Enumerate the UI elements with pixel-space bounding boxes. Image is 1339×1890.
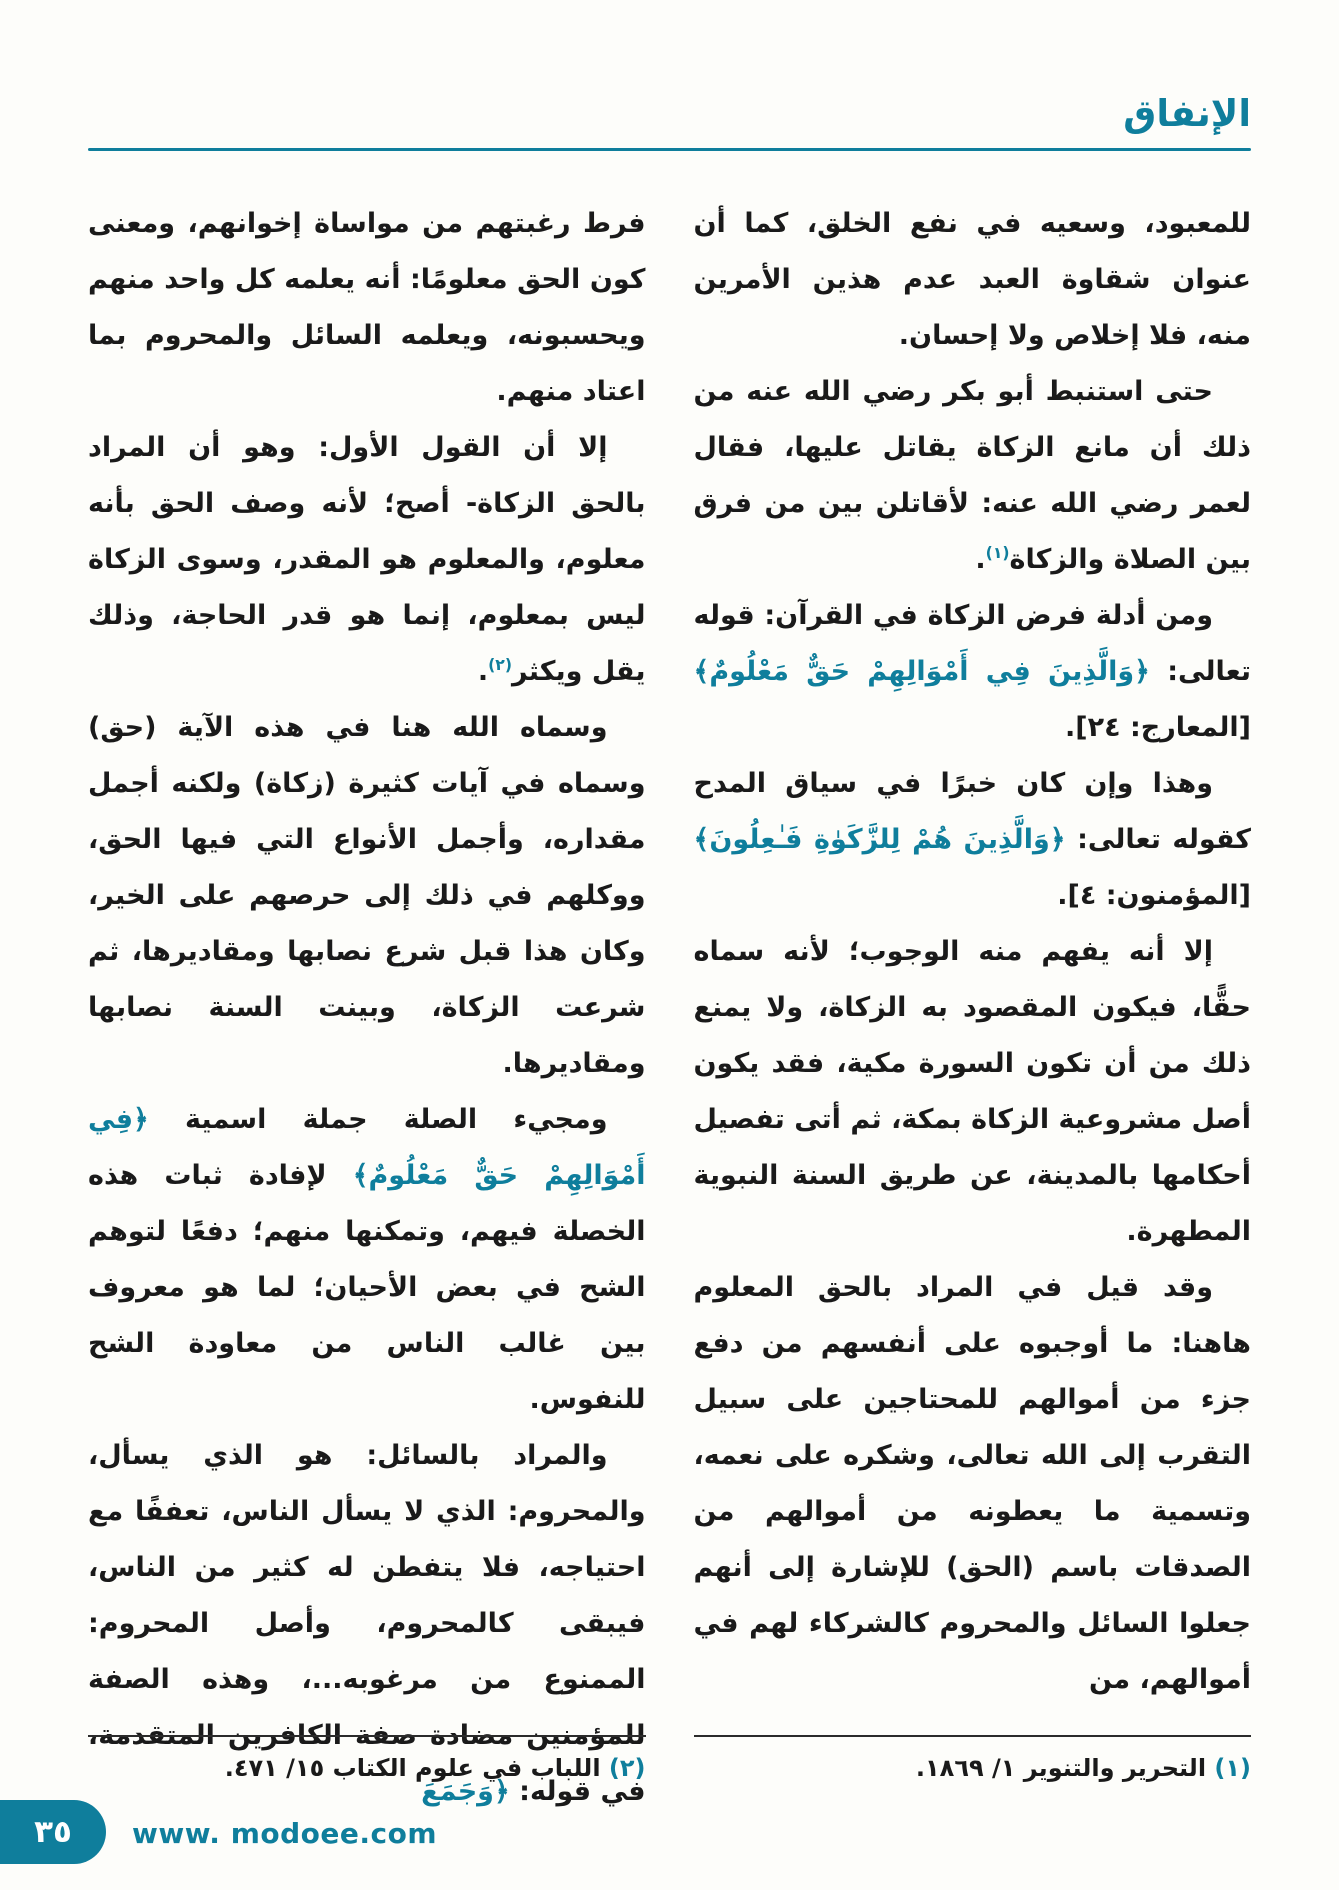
paragraph xyxy=(88,196,646,420)
text-run: والمراد بالسائل: هو الذي يسأل، والمحروم: الذي لا يسأل الناس، تعففًا مع احتياجه، فلا يتفطن له كثير من الناس، فيبقى كالمحروم، وأصل المحروم: الممنوع من مرغوبه...، وهذه الصفة للمؤمنين مضادة صفة الكافرين المتقدمة، في قوله: xyxy=(88,1440,646,1807)
website-text: www. modoee.com xyxy=(132,1817,438,1850)
text-run: التحرير والتنوير ١/ ١٨٦٩. xyxy=(915,1754,1207,1782)
footnotes-area xyxy=(88,1735,1251,1787)
text-run: ومجيء الصلة جملة اسمية xyxy=(148,1104,608,1135)
paragraph xyxy=(88,420,646,700)
paragraph xyxy=(88,700,646,1092)
text-run: . xyxy=(477,656,489,687)
quran-verse: ﴿وَالَّذِينَ فِي أَمْوَالِهِمْ حَقٌّ مَعْلُومٌ﴾ xyxy=(693,656,1150,687)
footnote-ref: (١) xyxy=(985,543,1010,562)
page-content xyxy=(88,196,1251,1820)
text-run: لإفادة ثبات هذه الخصلة فيهم، وتمكنها منهم؛ دفعًا لتوهم الشح في بعض الأحيان؛ لما هو معروف بين غالب الناس من معاودة الشح للنفوس. xyxy=(88,1160,646,1415)
text-run: وقد قيل في المراد بالحق المعلوم هاهنا: ما أوجبوه على أنفسهم من دفع جزء من أموالهم للمحتاجين على سبيل التقرب إلى الله تعالى، وشكره على نعمه، وتسمية ما يعطونه من أموالهم من الصدقات باسم (الحق) للإشارة إلى أنهم جعلوا السائل والمحروم كالشركاء لهم في أموالهم، من xyxy=(693,1272,1251,1695)
text-run: [المعارج: ٢٤]. xyxy=(1065,712,1251,743)
text-run: [المؤمنون: ٤]. xyxy=(1057,880,1251,911)
text-run: حتى استنبط أبو بكر رضي الله عنه من ذلك أن مانع الزكاة يقاتل عليها، فقال لعمر رضي الله عنه: لأقاتلن بين من فرق بين الصلاة والزكاة xyxy=(693,376,1251,575)
quran-verse: ﴿وَجَمَعَ xyxy=(421,1776,510,1807)
text-run: . xyxy=(975,544,986,575)
footnote-1 xyxy=(694,1735,1252,1787)
paragraph xyxy=(88,1092,646,1428)
paragraph xyxy=(694,588,1252,756)
page-number-badge xyxy=(0,1800,106,1864)
header-divider xyxy=(88,148,1251,151)
text-run: اللباب في علوم الكتاب ١٥/ ٤٧١. xyxy=(224,1754,601,1782)
chapter-title: الإنفاق xyxy=(1123,92,1251,135)
paragraph xyxy=(694,756,1252,924)
text-run: وهذا وإن كان خبرًا في سياق المدح كقوله تعالى: xyxy=(693,768,1251,855)
paragraph xyxy=(694,196,1252,364)
footnote-marker: (١) xyxy=(1206,1754,1251,1782)
quran-verse: ﴿فِي أَمْوَالِهِمْ حَقٌّ مَعْلُومٌ﴾ xyxy=(88,1104,646,1191)
text-run: ومن أدلة فرض الزكاة في القرآن: قوله تعالى: xyxy=(693,600,1251,687)
text-run: فرط رغبتهم من مواساة إخوانهم، ومعنى كون الحق معلومًا: أنه يعلمه كل واحد منهم ويحسبونه، ويعلمه السائل والمحروم بما اعتاد منهم. xyxy=(88,208,646,407)
footnote-ref: (٢) xyxy=(488,655,512,674)
column-left xyxy=(88,196,646,1820)
text-run: إلا أنه يفهم منه الوجوب؛ لأنه سماه حقًّا، فيكون المقصود به الزكاة، ولا يمنع ذلك من أن تكون السورة مكية، فقد يكون أصل مشروعية الزكاة بمكة، ثم أتى تفصيل أحكامها بالمدينة، عن طريق السنة النبوية المطهرة. xyxy=(693,936,1251,1247)
paragraph xyxy=(694,1260,1252,1708)
text-run: للمعبود، وسعيه في نفع الخلق، كما أن عنوان شقاوة العبد عدم هذين الأمرين منه، فلا إخلاص ولا إحسان. xyxy=(693,208,1251,351)
text-run: وسماه الله هنا في هذه الآية (حق) وسماه في آيات كثيرة (زكاة) ولكنه أجمل مقداره، وأجمل الأنواع التي فيها الحق، ووكلهم في ذلك إلى حرصهم على الخير، وكان هذا قبل شرع نصابها ومقاديرها، ثم شرعت الزكاة، وبينت السنة نصابها ومقاديرها. xyxy=(88,712,646,1079)
paragraph xyxy=(694,924,1252,1260)
footnote-2 xyxy=(88,1735,646,1787)
quran-verse: ﴿وَالَّذِينَ هُمْ لِلزَّكَوٰةِ فَـٰعِلُونَ﴾ xyxy=(693,824,1066,855)
text-run: إلا أن القول الأول: وهو أن المراد بالحق الزكاة- أصح؛ لأنه وصف الحق بأنه معلوم، والمعلوم هو المقدر، وسوى الزكاة ليس بمعلوم، إنما هو قدر الحاجة، وذلك يقل ويكثر xyxy=(88,432,646,687)
column-right xyxy=(694,196,1252,1820)
footnote-marker: (٢) xyxy=(600,1754,646,1782)
paragraph xyxy=(694,364,1252,588)
page-header xyxy=(88,92,1251,151)
page-number: ٣٥ xyxy=(34,1814,72,1850)
